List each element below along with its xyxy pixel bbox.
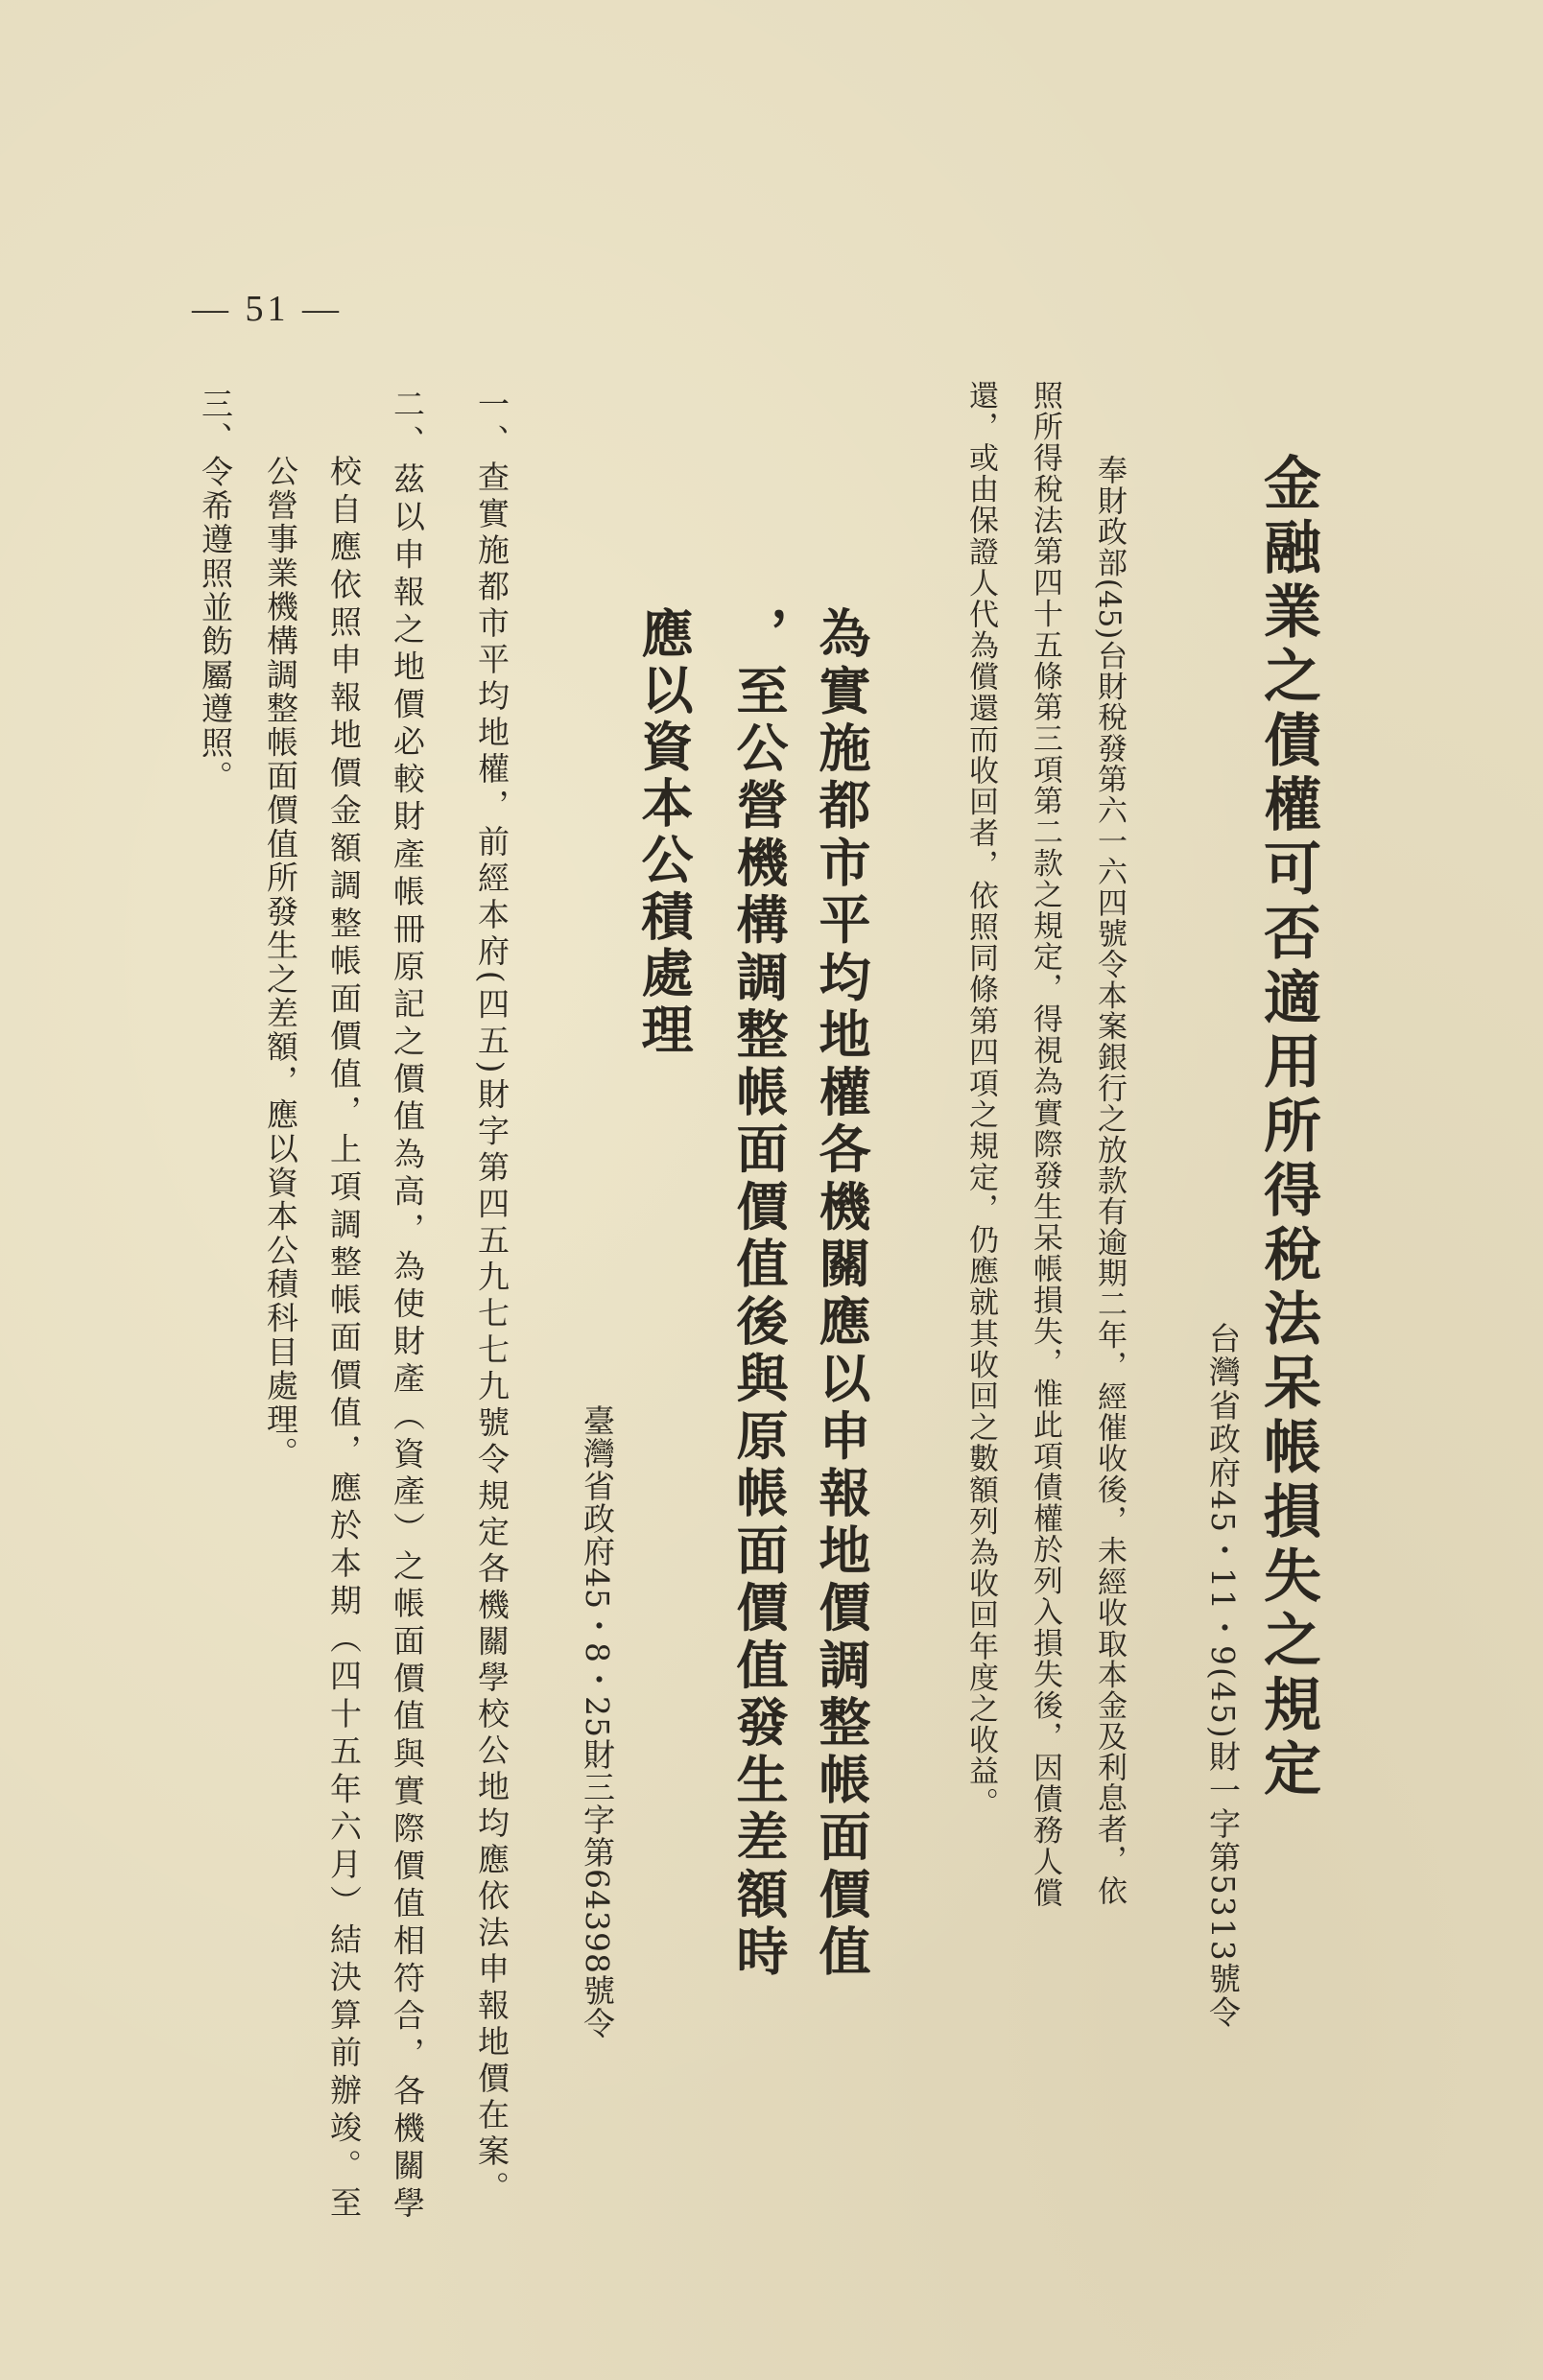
section2-item-1: 一、查實施都市平均地權，前經本府(四五)財字第四五九七七九號令規定各機關學校公地均應依法申報地價在案。: [473, 388, 510, 2203]
section2-title-line-1: 為實施都市平均地權各機關應以申報地價調整帳面價值: [811, 606, 872, 1976]
section1-line-1: 奉財政部(45)台財稅發第六一六四號令本案銀行之放款有逾期二年，經催收後，未經收取本金及利息者，依: [1092, 455, 1127, 1905]
section1-source: 台灣省政府45・11・9(45)財一字第5313號令: [1204, 1322, 1242, 2030]
page-number: — 51 —: [192, 289, 343, 329]
section2-item-3: 三、令希遵照並飭屬遵照。: [197, 388, 234, 794]
section2-item-2: 二、茲以申報之地價必較財產帳冊原記之價值為高，為使財產（資產）之帳面價值與實際價值相符合，各機關學: [389, 388, 426, 2218]
section2-item-2-cont-1: 校自應依照申報地價金額調整帳面價值，上項調整帳面價值，應於本期（四十五年六月）結決算前辦竣。至: [325, 455, 363, 2218]
section2-title-line-3: 應以資本公積處理: [633, 606, 695, 1059]
section1-title: 金融業之債權可否適用所得稅法呆帳損失之規定: [1254, 453, 1321, 1803]
section2-title-line-2: ，至公營機構調整帳面價值後與原帳面價值發生差額時: [728, 606, 790, 1976]
section2-source: 臺灣省政府45・8・25財三字第64398號令: [579, 1404, 616, 2039]
section2-item-2-cont-2: 公營事業機構調整帳面價值所發生之差額，應以資本公積科目處理。: [262, 455, 299, 1471]
section1-line-3: 還，或由保證人代為償還而收回者，依照同條第四項之規定，仍應就其收回之數額列為收回年度之收益。: [963, 380, 998, 1819]
section1-line-2: 照所得稅法第四十五條第三項第二款之規定，得視為實際發生呆帳損失，惟此項債權於列入損失後，因債務人償: [1028, 380, 1062, 1907]
